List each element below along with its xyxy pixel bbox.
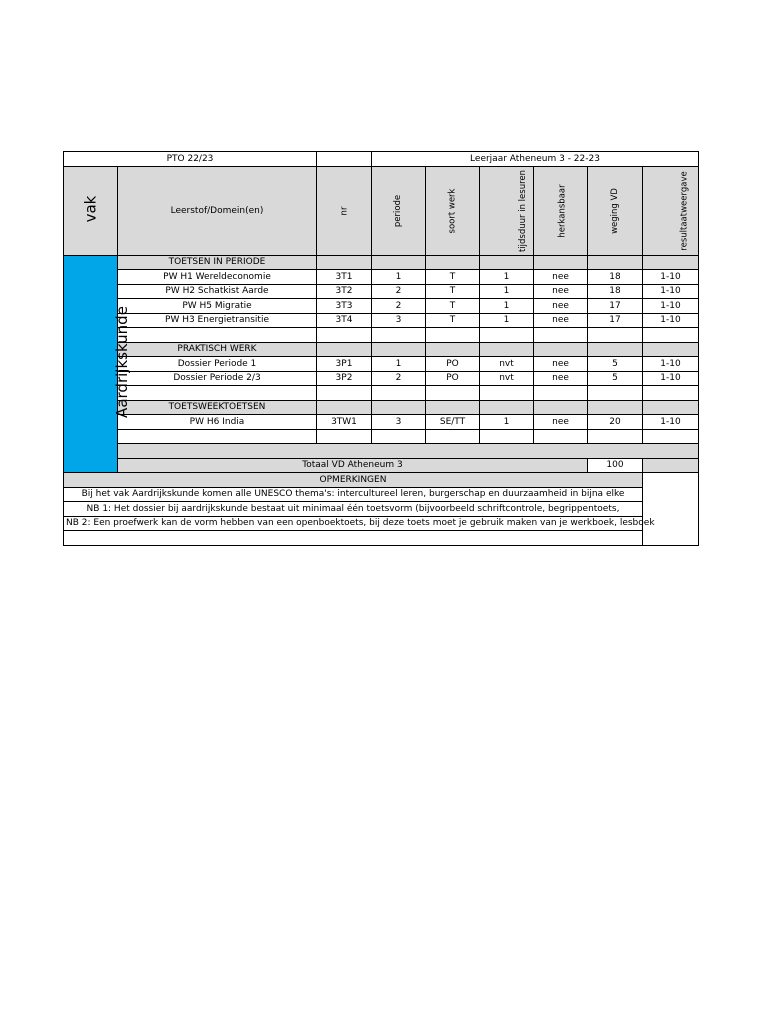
header-soort: soort werk bbox=[426, 166, 480, 255]
section-toetsweek: TOETSWEEKTOETSEN bbox=[118, 400, 317, 415]
vak-cell: Aardrijkskunde bbox=[64, 255, 118, 473]
section-toetsen: TOETSEN IN PERIODE bbox=[118, 255, 317, 270]
note-1: Bij het vak Aardrijkskunde komen alle UNESCO thema's: intercultureel leren, burgerschap en duurzaamheid in bijna elke bbox=[64, 487, 643, 502]
header-periode: periode bbox=[372, 166, 426, 255]
empty-row bbox=[64, 386, 699, 401]
note-empty bbox=[64, 531, 643, 546]
table-row: Dossier Periode 1 3P1 1 PO nvt nee 5 1-10 bbox=[64, 357, 699, 372]
header-resultaat: resultaatweergave bbox=[643, 166, 699, 255]
table-row: Dossier Periode 2/3 3P2 2 PO nvt nee 5 1-10 bbox=[64, 371, 699, 386]
notes-side-cell bbox=[643, 473, 699, 546]
header-vak: vak bbox=[64, 166, 118, 255]
empty-row bbox=[64, 429, 699, 444]
table-row: PW H1 Wereldeconomie 3T1 1 T 1 nee 18 1-10 bbox=[64, 270, 699, 285]
totaal-label: Totaal VD Atheneum 3 bbox=[118, 458, 588, 473]
header-weging: weging VD bbox=[588, 166, 643, 255]
table-row: PW H6 India 3TW1 3 SE/TT 1 nee 20 1-10 bbox=[64, 415, 699, 430]
table-row: PW H2 Schatkist Aarde 3T2 2 T 1 nee 18 1-10 bbox=[64, 284, 699, 299]
empty-cell bbox=[317, 152, 372, 167]
table-row: PW H5 Migratie 3T3 2 T 1 nee 17 1-10 bbox=[64, 299, 699, 314]
header-nr: nr bbox=[317, 166, 372, 255]
note-2: NB 1: Het dossier bij aardrijkskunde bestaat uit minimaal één toetsvorm (bijvoorbeeld schriftcontrole, begrippentoets, bbox=[64, 502, 643, 517]
title-pto: PTO 22/23 bbox=[64, 152, 317, 167]
header-herkansbaar: herkansbaar bbox=[534, 166, 588, 255]
table-row: PW H3 Energietransitie 3T4 3 T 1 nee 17 1-10 bbox=[64, 313, 699, 328]
note-3: NB 2: Een proefwerk kan de vorm hebben van een openboektoets, bij deze toets moet je gebruik maken van je werkboek, lesboek bbox=[64, 516, 643, 531]
totaal-value: 100 bbox=[588, 458, 643, 473]
empty-row bbox=[64, 328, 699, 343]
opmerkingen-label: OPMERKINGEN bbox=[64, 473, 643, 488]
section-praktisch: PRAKTISCH WERK bbox=[118, 342, 317, 357]
header-tijdsduur: tijdsduur in lesuren bbox=[480, 166, 534, 255]
header-leerstof: Leerstof/Domein(en) bbox=[118, 166, 317, 255]
title-leerjaar: Leerjaar Atheneum 3 - 22-23 bbox=[372, 152, 699, 167]
pto-table bbox=[63, 151, 699, 546]
grey-spacer-row bbox=[64, 444, 699, 459]
